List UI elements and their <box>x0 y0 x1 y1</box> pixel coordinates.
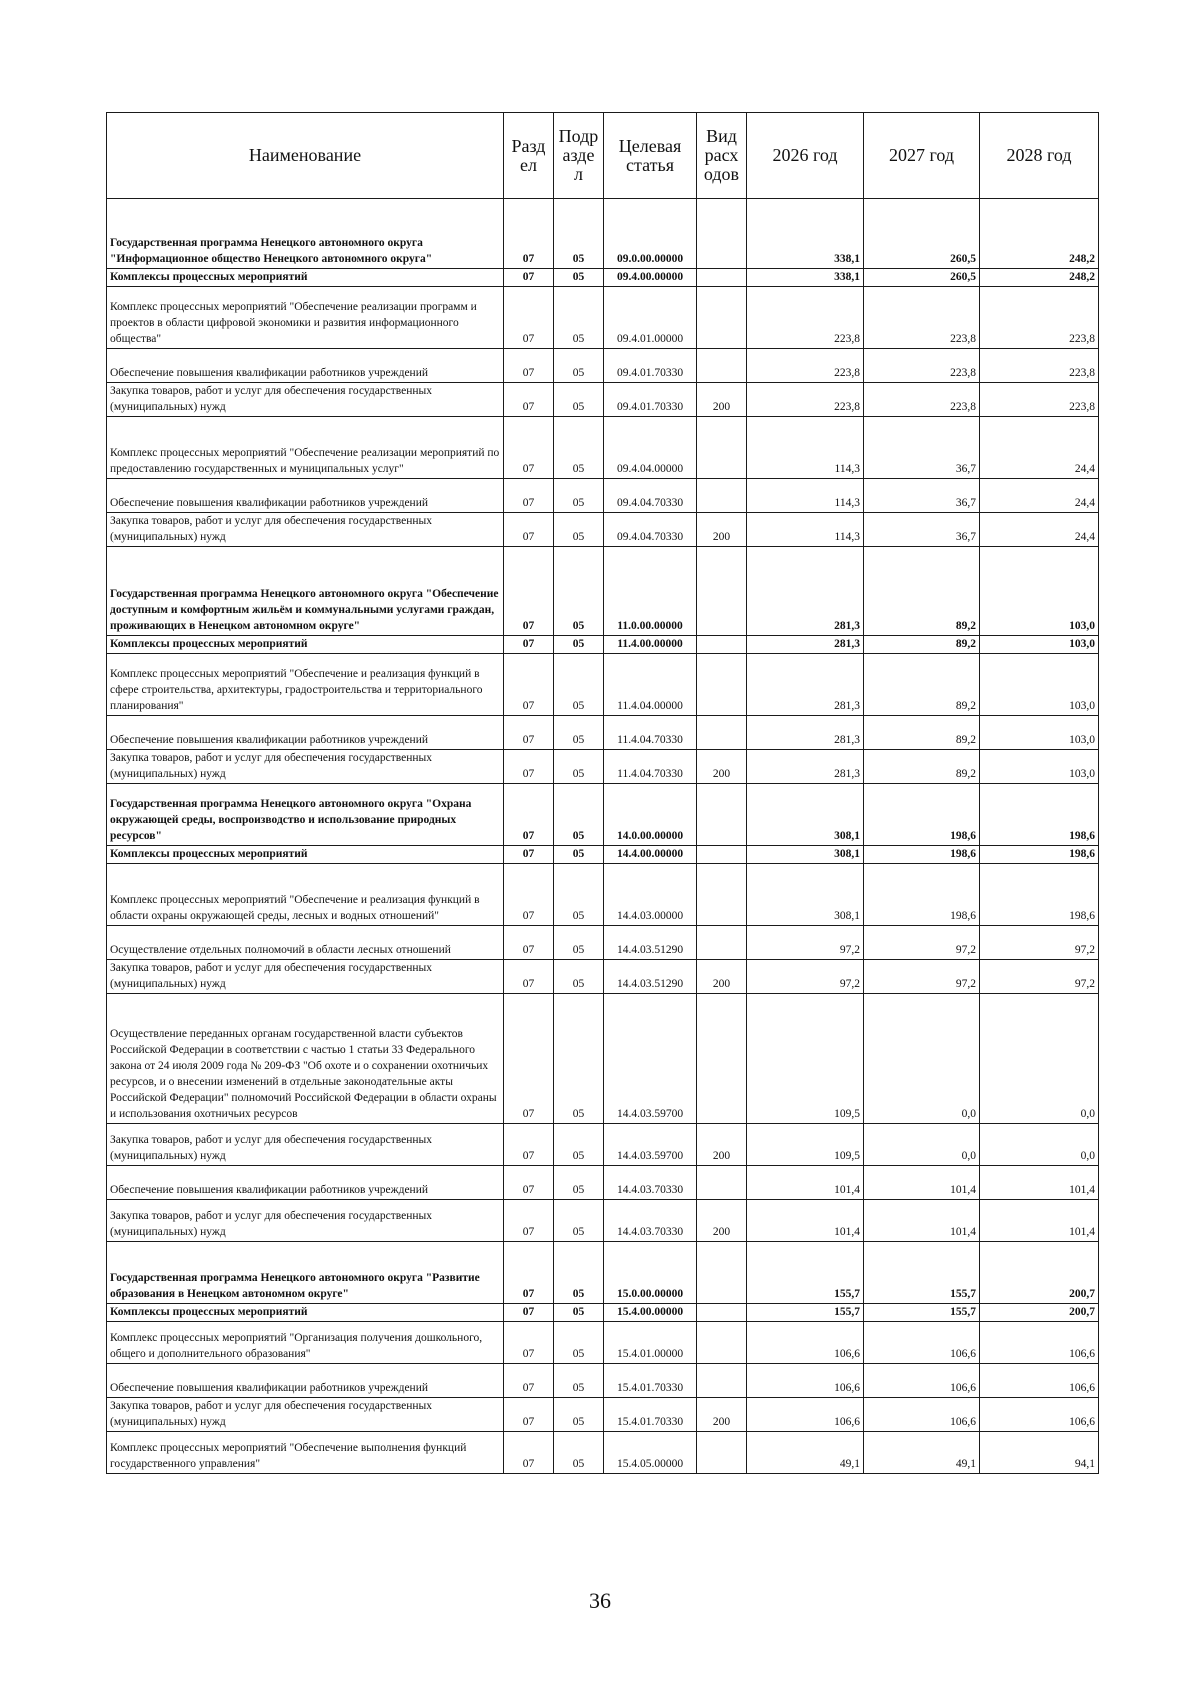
cell-year-2028: 223,8 <box>980 349 1099 383</box>
cell-year-2027: 89,2 <box>864 547 980 636</box>
cell-year-2027: 260,5 <box>864 199 980 269</box>
cell-razdel: 07 <box>504 1322 554 1364</box>
cell-year-2027: 198,6 <box>864 846 980 864</box>
cell-expense-type <box>697 994 747 1124</box>
cell-name: Комплексы процессных мероприятий <box>107 846 504 864</box>
cell-target-article: 11.4.00.00000 <box>604 636 697 654</box>
cell-year-2028: 94,1 <box>980 1432 1099 1474</box>
cell-expense-type <box>697 636 747 654</box>
cell-year-2027: 97,2 <box>864 926 980 960</box>
cell-expense-type <box>697 1304 747 1322</box>
cell-podrazdel: 05 <box>554 547 604 636</box>
cell-podrazdel: 05 <box>554 479 604 513</box>
cell-name: Осуществление отдельных полномочий в области лесных отношений <box>107 926 504 960</box>
table-row <box>107 349 1099 383</box>
cell-podrazdel: 05 <box>554 1200 604 1242</box>
cell-year-2027: 101,4 <box>864 1200 980 1242</box>
cell-podrazdel: 05 <box>554 513 604 547</box>
cell-name: Закупка товаров, работ и услуг для обеспечения государственных (муниципальных) нужд <box>107 513 504 547</box>
cell-target-article: 14.4.03.00000 <box>604 864 697 926</box>
cell-expense-type <box>697 1322 747 1364</box>
cell-year-2027: 223,8 <box>864 383 980 417</box>
cell-expense-type <box>697 479 747 513</box>
cell-razdel: 07 <box>504 383 554 417</box>
cell-podrazdel: 05 <box>554 654 604 716</box>
cell-year-2028: 24,4 <box>980 417 1099 479</box>
cell-year-2027: 155,7 <box>864 1242 980 1304</box>
cell-year-2026: 308,1 <box>747 864 864 926</box>
cell-podrazdel: 05 <box>554 960 604 994</box>
cell-expense-type <box>697 417 747 479</box>
cell-razdel: 07 <box>504 960 554 994</box>
cell-year-2026: 109,5 <box>747 1124 864 1166</box>
table-row <box>107 864 1099 926</box>
cell-year-2027: 89,2 <box>864 654 980 716</box>
cell-name: Государственная программа Ненецкого автономного округа "Развитие образования в Ненецком автономном округе" <box>107 1242 504 1304</box>
cell-target-article: 14.4.03.51290 <box>604 960 697 994</box>
cell-razdel: 07 <box>504 846 554 864</box>
cell-year-2028: 103,0 <box>980 636 1099 654</box>
cell-target-article: 15.4.01.00000 <box>604 1322 697 1364</box>
cell-expense-type <box>697 547 747 636</box>
cell-year-2027: 106,6 <box>864 1398 980 1432</box>
cell-year-2027: 0,0 <box>864 1124 980 1166</box>
table-header-row <box>107 113 1099 199</box>
cell-podrazdel: 05 <box>554 1398 604 1432</box>
cell-target-article: 14.4.03.51290 <box>604 926 697 960</box>
cell-razdel: 07 <box>504 1200 554 1242</box>
cell-target-article: 14.4.03.70330 <box>604 1166 697 1200</box>
cell-year-2026: 281,3 <box>747 716 864 750</box>
cell-name: Государственная программа Ненецкого автономного округа "Информационное общество Ненецкого автономного округа" <box>107 199 504 269</box>
cell-podrazdel: 05 <box>554 269 604 287</box>
table-row <box>107 750 1099 784</box>
cell-podrazdel: 05 <box>554 417 604 479</box>
cell-year-2027: 89,2 <box>864 716 980 750</box>
cell-target-article: 09.4.04.00000 <box>604 417 697 479</box>
table-row <box>107 1304 1099 1322</box>
cell-podrazdel: 05 <box>554 716 604 750</box>
cell-year-2028: 223,8 <box>980 287 1099 349</box>
cell-year-2027: 198,6 <box>864 784 980 846</box>
cell-expense-type: 200 <box>697 960 747 994</box>
table-row <box>107 269 1099 287</box>
header-target-article: Целевая статья <box>604 113 697 199</box>
table-row <box>107 994 1099 1124</box>
table-row <box>107 716 1099 750</box>
cell-podrazdel: 05 <box>554 349 604 383</box>
table-row <box>107 383 1099 417</box>
cell-name: Закупка товаров, работ и услуг для обеспечения государственных (муниципальных) нужд <box>107 383 504 417</box>
cell-name: Комплекс процессных мероприятий "Обеспечение реализации программ и проектов в области цифровой экономики и развития информационного общества" <box>107 287 504 349</box>
cell-year-2028: 103,0 <box>980 547 1099 636</box>
table-row <box>107 479 1099 513</box>
cell-year-2026: 109,5 <box>747 994 864 1124</box>
cell-expense-type <box>697 199 747 269</box>
header-year-2028: 2028 год <box>980 113 1099 199</box>
cell-name: Комплекс процессных мероприятий "Обеспечение и реализация функций в сфере строительства, архитектуры, градостроительства и территориального планирования" <box>107 654 504 716</box>
cell-target-article: 11.4.04.00000 <box>604 654 697 716</box>
cell-expense-type <box>697 784 747 846</box>
cell-razdel: 07 <box>504 417 554 479</box>
table-row <box>107 1200 1099 1242</box>
table-row <box>107 846 1099 864</box>
cell-razdel: 07 <box>504 1364 554 1398</box>
cell-razdel: 07 <box>504 349 554 383</box>
cell-podrazdel: 05 <box>554 287 604 349</box>
cell-year-2026: 338,1 <box>747 199 864 269</box>
cell-year-2028: 223,8 <box>980 383 1099 417</box>
cell-expense-type: 200 <box>697 1398 747 1432</box>
cell-razdel: 07 <box>504 479 554 513</box>
cell-expense-type <box>697 1432 747 1474</box>
cell-razdel: 07 <box>504 287 554 349</box>
cell-name: Закупка товаров, работ и услуг для обеспечения государственных (муниципальных) нужд <box>107 960 504 994</box>
cell-year-2026: 223,8 <box>747 287 864 349</box>
table-row <box>107 1398 1099 1432</box>
cell-razdel: 07 <box>504 1166 554 1200</box>
cell-expense-type: 200 <box>697 1124 747 1166</box>
cell-year-2027: 36,7 <box>864 513 980 547</box>
cell-target-article: 14.4.03.59700 <box>604 994 697 1124</box>
cell-year-2028: 200,7 <box>980 1304 1099 1322</box>
page-number: 36 <box>589 1588 611 1613</box>
cell-name: Закупка товаров, работ и услуг для обеспечения государственных (муниципальных) нужд <box>107 1200 504 1242</box>
cell-razdel: 07 <box>504 547 554 636</box>
cell-target-article: 14.0.00.00000 <box>604 784 697 846</box>
cell-expense-type <box>697 349 747 383</box>
cell-year-2026: 338,1 <box>747 269 864 287</box>
cell-name: Комплекс процессных мероприятий "Обеспечение выполнения функций государственного управления" <box>107 1432 504 1474</box>
cell-podrazdel: 05 <box>554 1364 604 1398</box>
header-name: Наименование <box>107 113 504 199</box>
cell-podrazdel: 05 <box>554 199 604 269</box>
table-row <box>107 1124 1099 1166</box>
table-row <box>107 1166 1099 1200</box>
cell-name: Комплекс процессных мероприятий "Организация получения дошкольного, общего и дополнительного образования" <box>107 1322 504 1364</box>
cell-year-2026: 281,3 <box>747 654 864 716</box>
budget-table <box>106 112 1099 1474</box>
cell-razdel: 07 <box>504 750 554 784</box>
cell-year-2027: 0,0 <box>864 994 980 1124</box>
cell-year-2026: 223,8 <box>747 383 864 417</box>
cell-target-article: 15.0.00.00000 <box>604 1242 697 1304</box>
cell-year-2028: 0,0 <box>980 994 1099 1124</box>
cell-expense-type: 200 <box>697 1200 747 1242</box>
cell-expense-type <box>697 716 747 750</box>
table-row <box>107 287 1099 349</box>
table-row <box>107 547 1099 636</box>
cell-podrazdel: 05 <box>554 926 604 960</box>
cell-podrazdel: 05 <box>554 1124 604 1166</box>
cell-year-2028: 106,6 <box>980 1364 1099 1398</box>
cell-year-2026: 101,4 <box>747 1200 864 1242</box>
cell-year-2026: 281,3 <box>747 636 864 654</box>
cell-podrazdel: 05 <box>554 1166 604 1200</box>
cell-razdel: 07 <box>504 636 554 654</box>
cell-razdel: 07 <box>504 926 554 960</box>
cell-year-2027: 36,7 <box>864 479 980 513</box>
cell-target-article: 09.0.00.00000 <box>604 199 697 269</box>
cell-expense-type <box>697 1166 747 1200</box>
cell-target-article: 09.4.01.00000 <box>604 287 697 349</box>
cell-expense-type: 200 <box>697 750 747 784</box>
cell-year-2028: 198,6 <box>980 864 1099 926</box>
cell-podrazdel: 05 <box>554 1304 604 1322</box>
cell-year-2026: 97,2 <box>747 926 864 960</box>
cell-razdel: 07 <box>504 654 554 716</box>
cell-year-2027: 106,6 <box>864 1364 980 1398</box>
cell-year-2026: 155,7 <box>747 1242 864 1304</box>
cell-target-article: 15.4.00.00000 <box>604 1304 697 1322</box>
cell-year-2028: 103,0 <box>980 716 1099 750</box>
table-row <box>107 654 1099 716</box>
cell-year-2026: 308,1 <box>747 846 864 864</box>
cell-expense-type <box>697 654 747 716</box>
cell-year-2026: 114,3 <box>747 513 864 547</box>
cell-year-2027: 89,2 <box>864 636 980 654</box>
cell-podrazdel: 05 <box>554 1242 604 1304</box>
cell-expense-type <box>697 926 747 960</box>
cell-year-2028: 24,4 <box>980 513 1099 547</box>
cell-razdel: 07 <box>504 716 554 750</box>
cell-name: Государственная программа Ненецкого автономного округа "Обеспечение доступным и комфортным жильём и коммунальными услугами граждан, проживающих в Ненецком автономном округе" <box>107 547 504 636</box>
cell-name: Обеспечение повышения квалификации работников учреждений <box>107 479 504 513</box>
cell-year-2027: 97,2 <box>864 960 980 994</box>
table-row <box>107 513 1099 547</box>
cell-year-2027: 223,8 <box>864 349 980 383</box>
cell-podrazdel: 05 <box>554 864 604 926</box>
cell-name: Закупка товаров, работ и услуг для обеспечения государственных (муниципальных) нужд <box>107 1124 504 1166</box>
header-razdel: Разд ел <box>504 113 554 199</box>
cell-year-2026: 97,2 <box>747 960 864 994</box>
cell-expense-type: 200 <box>697 383 747 417</box>
cell-razdel: 07 <box>504 1304 554 1322</box>
cell-year-2028: 97,2 <box>980 926 1099 960</box>
cell-year-2027: 260,5 <box>864 269 980 287</box>
cell-year-2027: 106,6 <box>864 1322 980 1364</box>
cell-name: Обеспечение повышения квалификации работников учреждений <box>107 1364 504 1398</box>
cell-target-article: 09.4.04.70330 <box>604 479 697 513</box>
cell-target-article: 09.4.04.70330 <box>604 513 697 547</box>
table-row <box>107 960 1099 994</box>
cell-target-article: 09.4.01.70330 <box>604 349 697 383</box>
cell-year-2027: 49,1 <box>864 1432 980 1474</box>
header-year-2027: 2027 год <box>864 113 980 199</box>
cell-razdel: 07 <box>504 784 554 846</box>
cell-name: Обеспечение повышения квалификации работников учреждений <box>107 349 504 383</box>
cell-name: Осуществление переданных органам государственной власти субъектов Российской Федерации в соответствии с частью 1 статьи 33 Федерального закона от 24 июля 2009 года № 209-ФЗ "Об охоте и о сохранении охотничьих ресурсов, и о внесении изменений в отдельные законодательные акты Российской Федерации" полномочий Российской Федерации в области охраны и использования охотничьих ресурсов <box>107 994 504 1124</box>
header-expense-type: Вид расх одов <box>697 113 747 199</box>
cell-target-article: 09.4.01.70330 <box>604 383 697 417</box>
cell-year-2026: 223,8 <box>747 349 864 383</box>
cell-razdel: 07 <box>504 994 554 1124</box>
cell-year-2027: 198,6 <box>864 864 980 926</box>
cell-expense-type <box>697 1242 747 1304</box>
cell-target-article: 14.4.03.70330 <box>604 1200 697 1242</box>
cell-year-2028: 24,4 <box>980 479 1099 513</box>
cell-year-2028: 200,7 <box>980 1242 1099 1304</box>
cell-year-2028: 198,6 <box>980 784 1099 846</box>
table-body <box>107 199 1099 1474</box>
cell-expense-type <box>697 1364 747 1398</box>
table-row <box>107 784 1099 846</box>
cell-year-2026: 106,6 <box>747 1398 864 1432</box>
cell-name: Комплексы процессных мероприятий <box>107 1304 504 1322</box>
cell-target-article: 15.4.01.70330 <box>604 1364 697 1398</box>
cell-expense-type <box>697 269 747 287</box>
cell-year-2027: 101,4 <box>864 1166 980 1200</box>
cell-name: Комплекс процессных мероприятий "Обеспечение реализации мероприятий по предоставлению государственных и муниципальных услуг" <box>107 417 504 479</box>
cell-year-2028: 248,2 <box>980 269 1099 287</box>
cell-year-2026: 106,6 <box>747 1322 864 1364</box>
table-row <box>107 1242 1099 1304</box>
cell-podrazdel: 05 <box>554 383 604 417</box>
cell-razdel: 07 <box>504 1124 554 1166</box>
cell-razdel: 07 <box>504 269 554 287</box>
cell-year-2028: 248,2 <box>980 199 1099 269</box>
cell-year-2026: 114,3 <box>747 417 864 479</box>
table-row <box>107 417 1099 479</box>
cell-razdel: 07 <box>504 513 554 547</box>
cell-year-2026: 155,7 <box>747 1304 864 1322</box>
cell-target-article: 09.4.00.00000 <box>604 269 697 287</box>
cell-expense-type <box>697 864 747 926</box>
table-row <box>107 1364 1099 1398</box>
cell-year-2028: 103,0 <box>980 750 1099 784</box>
cell-target-article: 11.0.00.00000 <box>604 547 697 636</box>
cell-year-2028: 0,0 <box>980 1124 1099 1166</box>
cell-target-article: 14.4.03.59700 <box>604 1124 697 1166</box>
cell-year-2028: 101,4 <box>980 1200 1099 1242</box>
table-row <box>107 926 1099 960</box>
cell-name: Комплексы процессных мероприятий <box>107 636 504 654</box>
cell-name: Обеспечение повышения квалификации работников учреждений <box>107 1166 504 1200</box>
cell-podrazdel: 05 <box>554 784 604 846</box>
cell-razdel: 07 <box>504 199 554 269</box>
header-podrazdel: Подр азде л <box>554 113 604 199</box>
cell-year-2027: 89,2 <box>864 750 980 784</box>
cell-year-2028: 103,0 <box>980 654 1099 716</box>
cell-expense-type <box>697 846 747 864</box>
cell-year-2027: 223,8 <box>864 287 980 349</box>
cell-year-2026: 106,6 <box>747 1364 864 1398</box>
cell-target-article: 15.4.01.70330 <box>604 1398 697 1432</box>
cell-year-2026: 308,1 <box>747 784 864 846</box>
cell-razdel: 07 <box>504 1432 554 1474</box>
cell-name: Закупка товаров, работ и услуг для обеспечения государственных (муниципальных) нужд <box>107 1398 504 1432</box>
cell-year-2026: 114,3 <box>747 479 864 513</box>
cell-expense-type <box>697 287 747 349</box>
cell-target-article: 15.4.05.00000 <box>604 1432 697 1474</box>
cell-name: Комплекс процессных мероприятий "Обеспечение и реализация функций в области охраны окружающей среды, лесных и водных отношений" <box>107 864 504 926</box>
cell-year-2026: 281,3 <box>747 750 864 784</box>
cell-expense-type: 200 <box>697 513 747 547</box>
cell-target-article: 14.4.00.00000 <box>604 846 697 864</box>
cell-year-2027: 155,7 <box>864 1304 980 1322</box>
cell-podrazdel: 05 <box>554 994 604 1124</box>
cell-podrazdel: 05 <box>554 750 604 784</box>
cell-year-2028: 198,6 <box>980 846 1099 864</box>
cell-name: Комплексы процессных мероприятий <box>107 269 504 287</box>
table-row <box>107 199 1099 269</box>
cell-target-article: 11.4.04.70330 <box>604 716 697 750</box>
table-row <box>107 1322 1099 1364</box>
header-year-2026: 2026 год <box>747 113 864 199</box>
cell-podrazdel: 05 <box>554 636 604 654</box>
cell-razdel: 07 <box>504 1398 554 1432</box>
cell-razdel: 07 <box>504 1242 554 1304</box>
cell-target-article: 11.4.04.70330 <box>604 750 697 784</box>
cell-year-2026: 49,1 <box>747 1432 864 1474</box>
cell-podrazdel: 05 <box>554 1432 604 1474</box>
cell-podrazdel: 05 <box>554 846 604 864</box>
cell-name: Государственная программа Ненецкого автономного округа "Охрана окружающей среды, воспроизводство и использование природных ресурсов" <box>107 784 504 846</box>
cell-podrazdel: 05 <box>554 1322 604 1364</box>
cell-year-2028: 106,6 <box>980 1322 1099 1364</box>
table-row <box>107 636 1099 654</box>
cell-year-2026: 101,4 <box>747 1166 864 1200</box>
cell-razdel: 07 <box>504 864 554 926</box>
cell-year-2028: 101,4 <box>980 1166 1099 1200</box>
cell-year-2028: 106,6 <box>980 1398 1099 1432</box>
table-row <box>107 1432 1099 1474</box>
cell-name: Обеспечение повышения квалификации работников учреждений <box>107 716 504 750</box>
cell-name: Закупка товаров, работ и услуг для обеспечения государственных (муниципальных) нужд <box>107 750 504 784</box>
cell-year-2026: 281,3 <box>747 547 864 636</box>
cell-year-2027: 36,7 <box>864 417 980 479</box>
cell-year-2028: 97,2 <box>980 960 1099 994</box>
